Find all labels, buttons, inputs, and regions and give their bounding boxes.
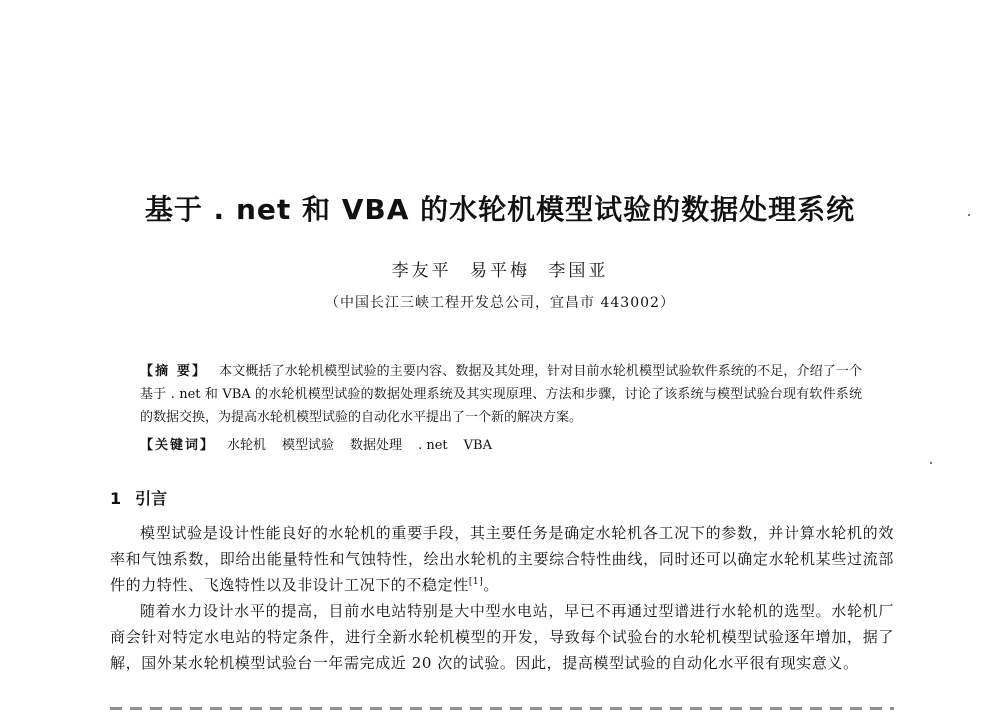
keywords	[140, 436, 862, 456]
keywords-label: 【关键词】	[140, 438, 216, 453]
abstract-label: 【摘 要】	[140, 364, 208, 379]
keyword-item: 水轮机	[227, 438, 267, 453]
paper-affiliation: （中国长江三峡工程开发总公司，宜昌市 443002）	[325, 295, 675, 311]
section-heading	[110, 486, 167, 509]
scan-speck	[968, 214, 970, 216]
paper-authors: 李友平 易平梅 李国亚	[391, 261, 609, 281]
paragraph-end: 。	[483, 576, 499, 594]
keyword-item: . net	[418, 438, 448, 453]
paragraph: 随着水力设计水平的提高，目前水电站特别是大中型水电站，早已不再通过型谱进行水轮机的选型。水轮机厂商会针对特定水电站的特定条件，进行全新水轮机模型的开发，导致每个试验台的水轮机模型试验逐年增加，据了解，国外某水轮机模型试验台一年需完成近 20 次的试验。因此，提高模型试验的自动化水平很有现实意义。	[110, 602, 894, 672]
keyword-item: VBA	[463, 438, 492, 453]
section-title: 引言	[135, 489, 168, 508]
keyword-item: 模型试验	[282, 438, 335, 453]
section-number: 1	[110, 489, 122, 508]
body-text	[110, 520, 894, 676]
paragraph	[110, 520, 894, 598]
abstract-text: 本文概括了水轮机模型试验的主要内容、数据及其处理，针对目前水轮机模型试验软件系统的不足，介绍了一个基于 . net 和 VBA 的水轮机模型试验的数据处理系统及其实现原理、方法和步骤，讨论了该系统与模型试验台现有软件系统的数据交换，为提高水轮机模型试验的自动化水平提出了一个新的解决方案。	[140, 364, 862, 425]
paper-title: 基于 . net 和 VBA 的水轮机模型试验的数据处理系统	[144, 193, 856, 226]
cut-off-text-line	[110, 704, 894, 710]
keyword-item: 数据处理	[350, 438, 403, 453]
abstract	[140, 360, 862, 429]
citation: [1]	[468, 577, 484, 587]
paragraph-text: 模型试验是设计性能良好的水轮机的重要手段，其主要任务是确定水轮机各工况下的参数，并计算水轮机的效率和气蚀系数，即给出能量特性和气蚀特性，绘出水轮机的主要综合特性曲线，同时还可以确定水轮机某些过流部件的力特性、飞逸特性以及非设计工况下的不稳定性	[110, 524, 894, 594]
scan-speck	[930, 462, 932, 464]
